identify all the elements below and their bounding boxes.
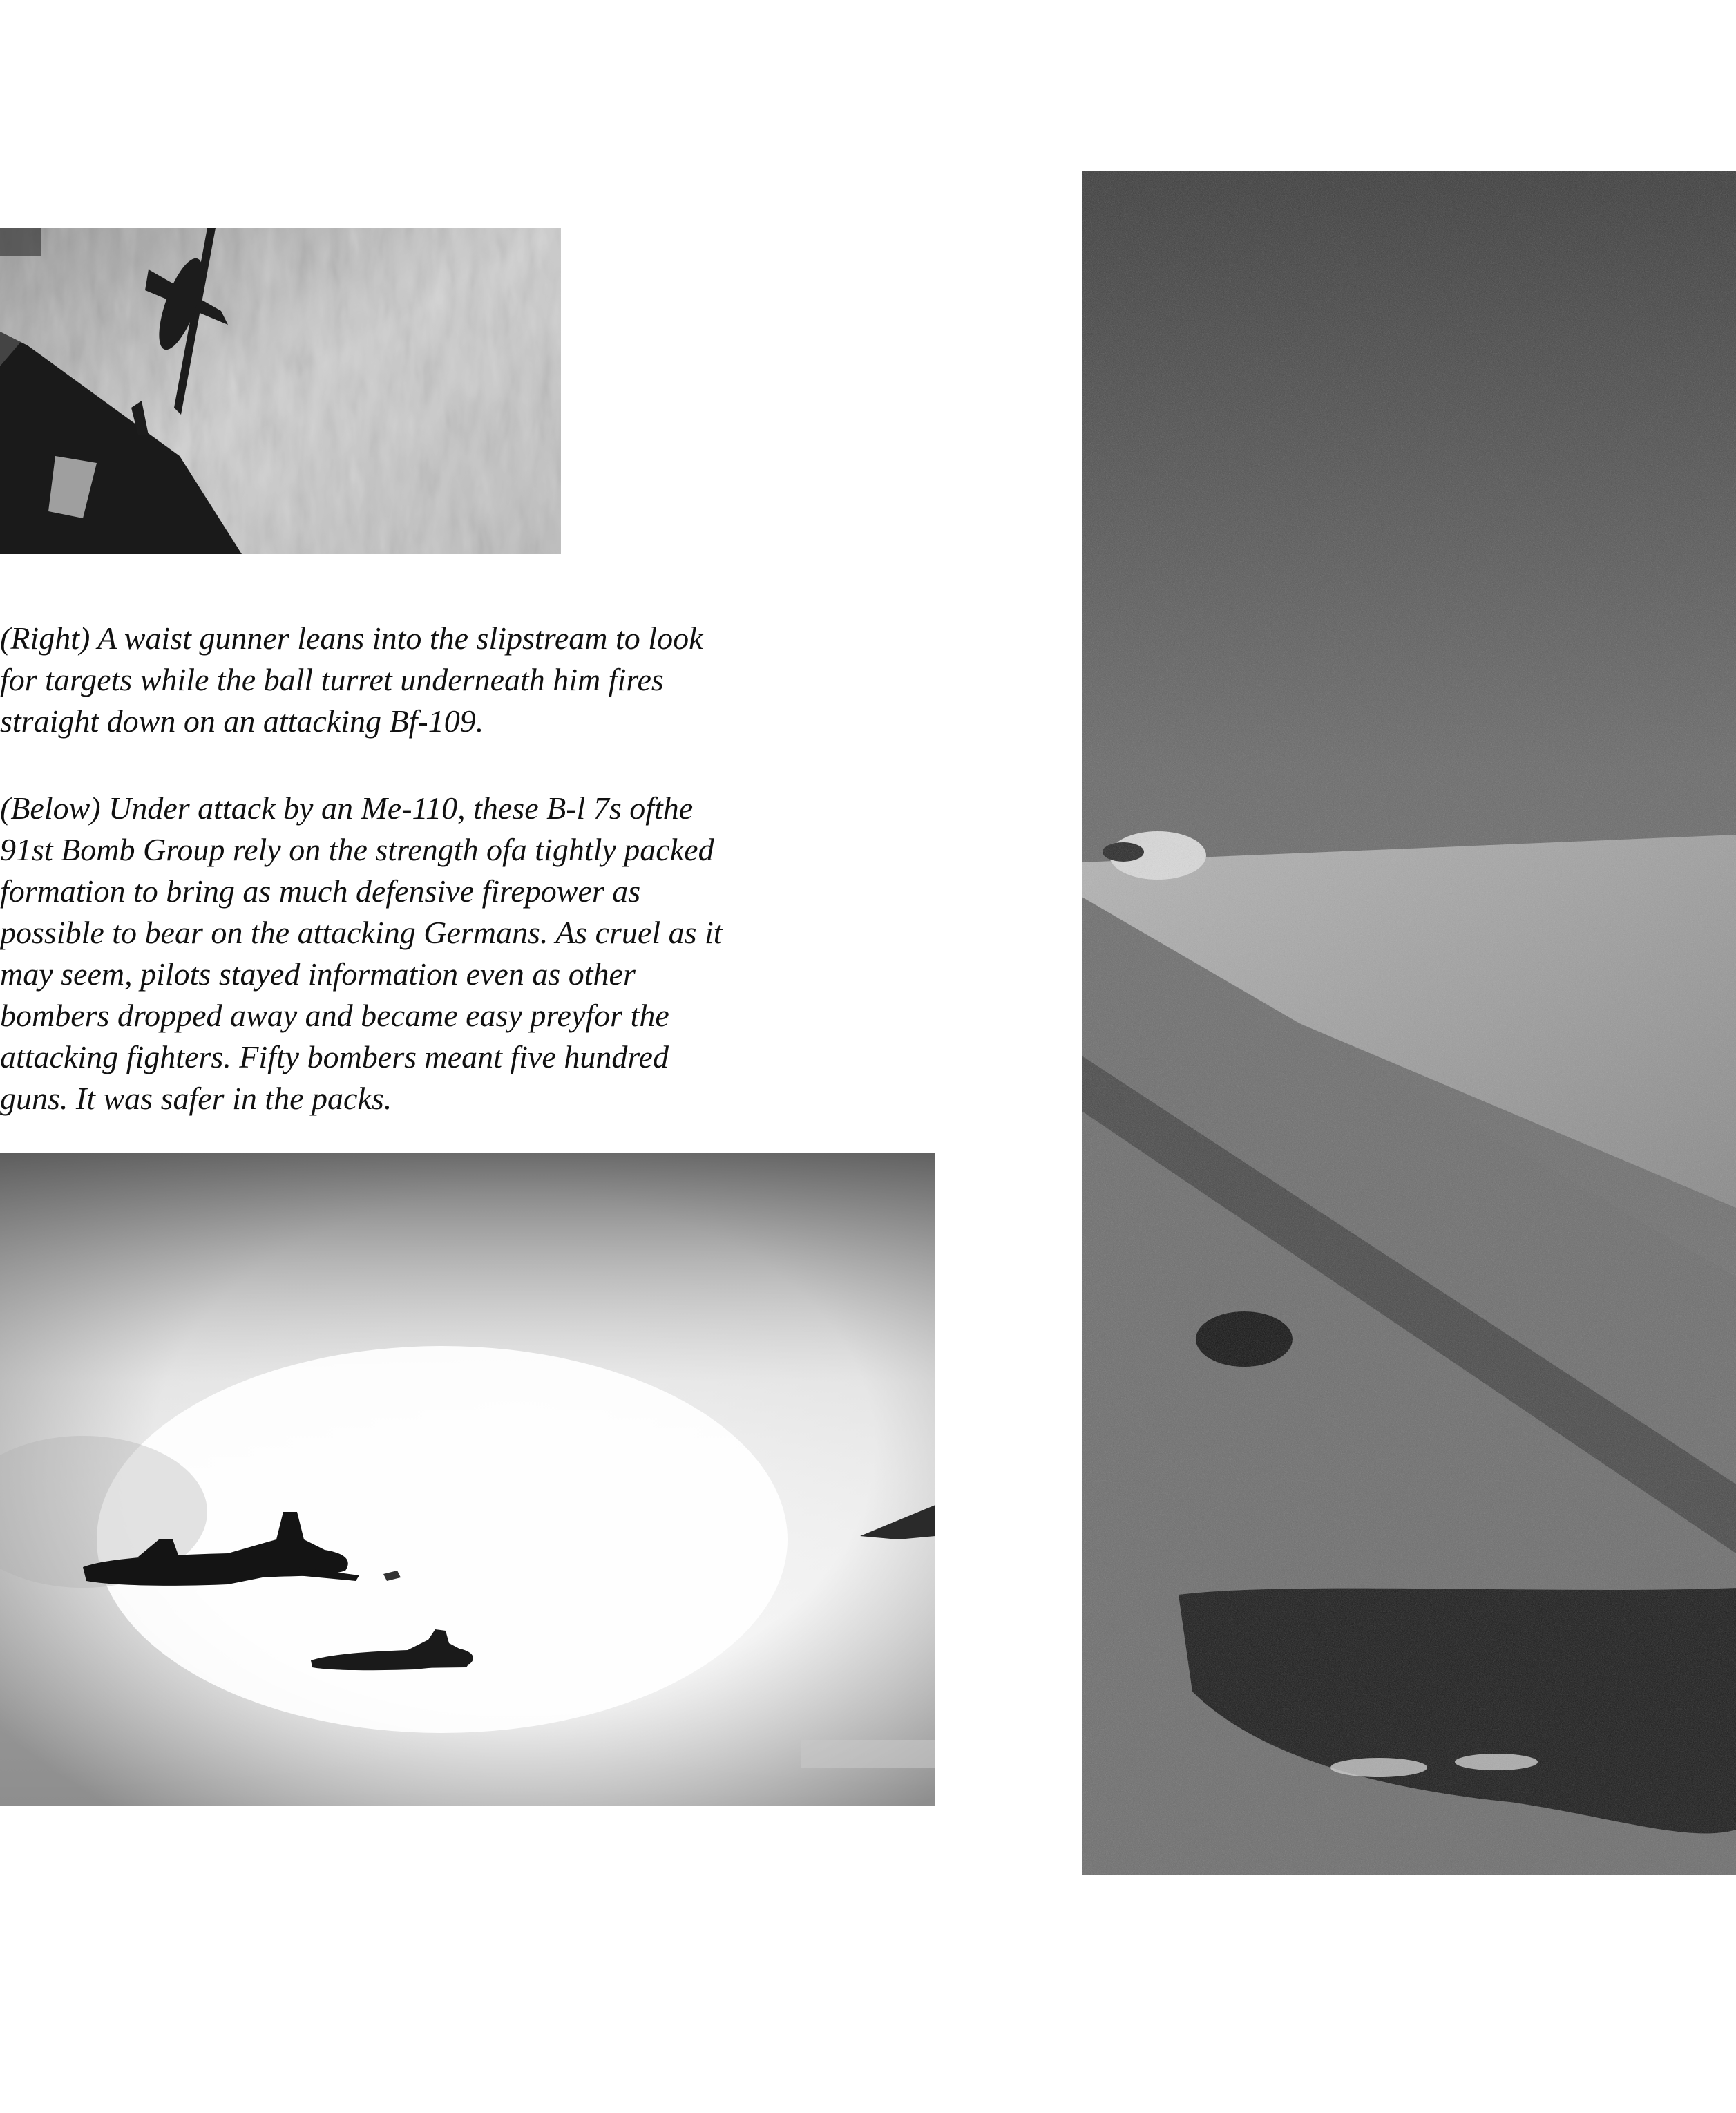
caption-below: (Below) Under attack by an Me-110, these B-l 7s ofthe 91st Bomb Group rely on the strength ofa tightly packed formation to bring as much defensive firepower as possible to bear on the attacking Germans. As cruel as it may seem, pilots stayed information even as other bombers dropped away and became easy preyfor the attacking fighters. Fifty bombers meant five hundred guns. It was safer in the packs. xyxy=(0,790,723,1116)
bomber-formation-photo xyxy=(0,1153,935,1806)
fighter-attack-photo xyxy=(0,228,561,554)
fighter-attack-image xyxy=(0,228,561,554)
wing-ball-turret-photo xyxy=(1082,171,1736,1875)
caption-right: (Right) A waist gunner leans into the slipstream to look for targets while the ball turret underneath him fires straight down on an attacking Bf-109. xyxy=(0,620,703,739)
wing-ball-turret-image xyxy=(1082,171,1736,1875)
bomber-formation-image xyxy=(0,1153,935,1806)
